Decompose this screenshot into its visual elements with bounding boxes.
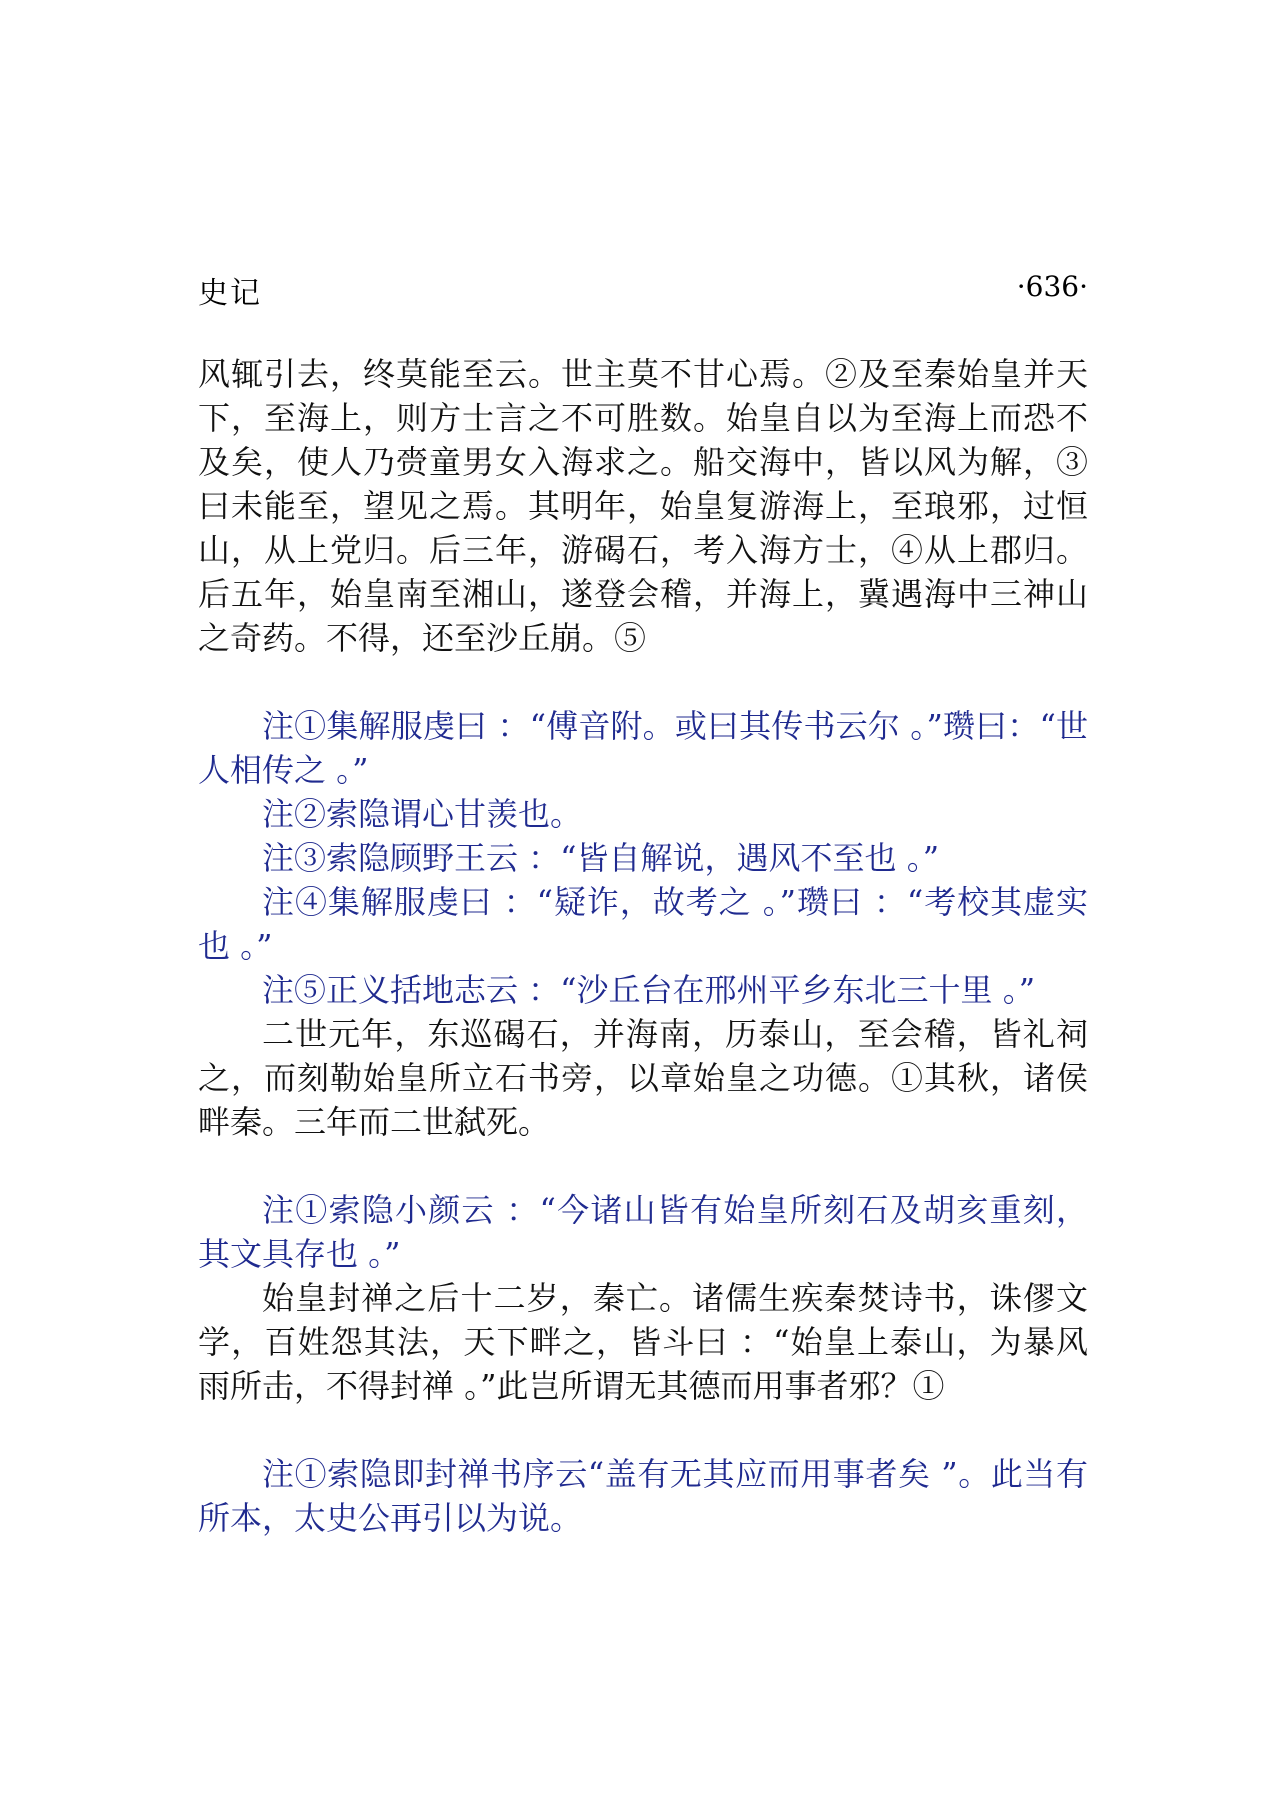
body-paragraph: 始皇封禅之后十二岁，秦亡。诸儒生疾秦焚诗书，诛僇文学，百姓怨其法，天下畔之，皆斗曰 ：“始皇上泰山，为暴风雨所击，不得封禅 。”此岂所谓无其德而用事者邪？① <box>198 1279 1088 1405</box>
page-body <box>198 352 1088 1540</box>
body-paragraph: 二世元年，东巡碣石，并海南，历泰山，至会稽，皆礼祠之，而刻勒始皇所立石书旁，以章始皇之功德。①其秋，诸侯畔秦。三年而二世弑死。 <box>198 1015 1088 1141</box>
annotation-paragraph: 注②索隐谓心甘羡也。 <box>262 795 583 833</box>
annotation-paragraph: 注④集解服虔曰 ：“疑诈，故考之 。”瓒曰 ：“考校其虚实也 。” <box>198 883 1088 965</box>
annotation-paragraph: 注⑤正义括地志云 ：“沙丘台在邢州平乡东北三十里 。” <box>262 971 1036 1009</box>
paragraph-gap <box>198 1144 1088 1188</box>
body-paragraph: 风辄引去，终莫能至云。世主莫不甘心焉。②及至秦始皇并天下，至海上，则方士言之不可胜数。始皇自以为至海上而恐不及矣，使人乃赍童男女入海求之。船交海中，皆以风为解，③曰未能至，望见之焉。其明年，始皇复游海上，至琅邪，过恒山，从上党归。后三年，游碣石，考入海方士，④从上郡归。后五年，始皇南至湘山，遂登会稽，并海上，冀遇海中三神山之奇药。不得，还至沙丘崩。⑤ <box>198 355 1088 657</box>
annotation-paragraph: 注③索隐顾野王云 ：“皆自解说，遇风不至也 。” <box>262 839 940 877</box>
annotation-paragraph: 注①索隐即封禅书序云“盖有无其应而用事者矣 ”。此当有所本，太史公再引以为说。 <box>198 1455 1088 1537</box>
book-title: 史记 <box>198 276 262 311</box>
annotation-paragraph: 注①索隐小颜云 ：“今诸山皆有始皇所刻石及胡亥重刻，其文具存也 。” <box>198 1191 1088 1273</box>
annotation-paragraph: 注①集解服虔曰 ：“傅音附。或曰其传书云尔 。”瓒曰：“世人相传之 。” <box>198 707 1088 789</box>
paragraph-gap <box>198 660 1088 704</box>
paragraph-gap <box>198 1408 1088 1452</box>
page-header <box>198 268 1088 311</box>
page-number: ·636· <box>1016 270 1088 303</box>
